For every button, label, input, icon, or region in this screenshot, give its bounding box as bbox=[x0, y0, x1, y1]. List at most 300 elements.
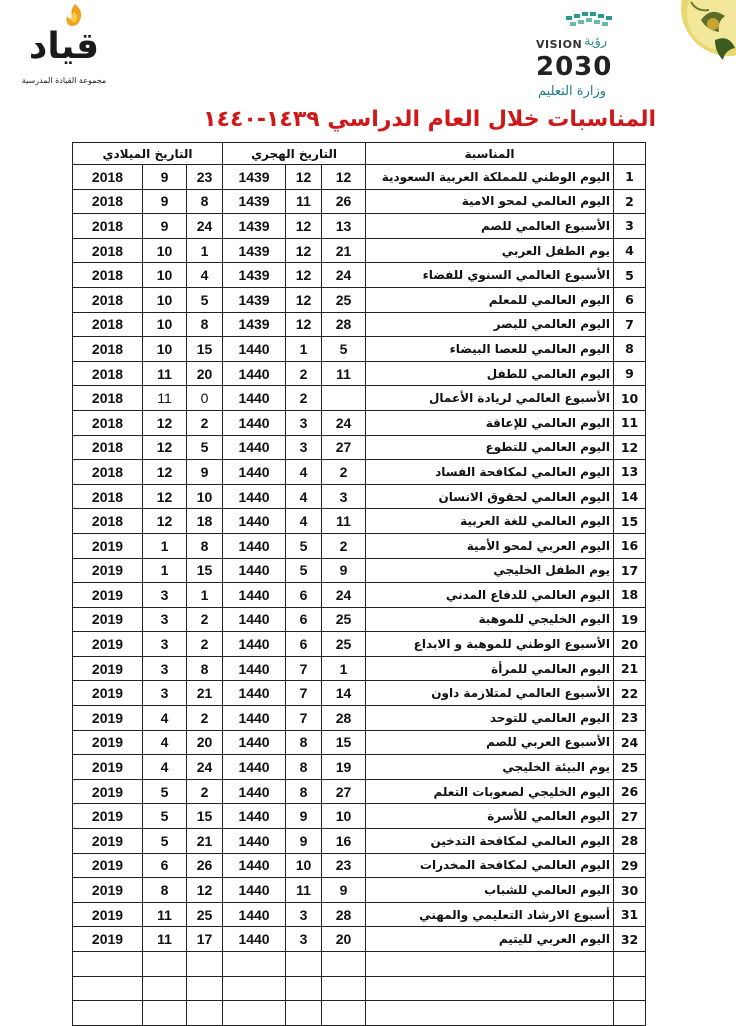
event-name-cell: الأسبوع العالمي لريادة الأعمال bbox=[366, 386, 614, 411]
row-number-cell: 17 bbox=[614, 558, 646, 583]
row-number-cell: 6 bbox=[614, 287, 646, 312]
hijri-day-cell: 2 bbox=[322, 460, 366, 485]
gregorian-year-cell: 2019 bbox=[73, 558, 143, 583]
header-hijri-date: التاريخ الهجري bbox=[223, 143, 366, 165]
table-row bbox=[73, 533, 646, 558]
hijri-day-cell: 27 bbox=[322, 779, 366, 804]
vision-2030-logo bbox=[528, 12, 638, 102]
table-row bbox=[73, 238, 646, 263]
hijri-year-cell: 1440 bbox=[223, 607, 286, 632]
hijri-year-cell: 1440 bbox=[223, 656, 286, 681]
hijri-month-cell: 11 bbox=[286, 189, 322, 214]
event-name-cell: اليوم العالمي للشباب bbox=[366, 878, 614, 903]
gregorian-month-cell: 12 bbox=[143, 460, 187, 485]
row-number-cell: 32 bbox=[614, 927, 646, 952]
row-number-cell: 15 bbox=[614, 509, 646, 534]
gregorian-year-cell: 2018 bbox=[73, 189, 143, 214]
table-row bbox=[73, 189, 646, 214]
table-row bbox=[73, 214, 646, 239]
table-row bbox=[73, 460, 646, 485]
hijri-day-cell: 9 bbox=[322, 558, 366, 583]
hijri-year-cell: 1439 bbox=[223, 238, 286, 263]
event-name-cell: أسبوع الارشاد التعليمي والمهني bbox=[366, 902, 614, 927]
hijri-month-cell: 9 bbox=[286, 804, 322, 829]
hijri-year-cell: 1440 bbox=[223, 484, 286, 509]
hijri-month-cell bbox=[286, 976, 322, 1001]
gregorian-year-cell: 2018 bbox=[73, 287, 143, 312]
hijri-month-cell: 12 bbox=[286, 238, 322, 263]
gregorian-month-cell: 11 bbox=[143, 386, 187, 411]
event-name-cell: اليوم العالمي للمعلم bbox=[366, 287, 614, 312]
event-name-cell: اليوم العالمي للإعاقة bbox=[366, 410, 614, 435]
hijri-year-cell: 1440 bbox=[223, 460, 286, 485]
event-name-cell: اليوم العالمي للدفاع المدني bbox=[366, 583, 614, 608]
gregorian-year-cell bbox=[73, 976, 143, 1001]
hijri-month-cell: 7 bbox=[286, 706, 322, 731]
vision-arabic-label: رؤية bbox=[584, 34, 608, 49]
hijri-day-cell: 21 bbox=[322, 238, 366, 263]
gregorian-month-cell: 8 bbox=[143, 878, 187, 903]
row-number-cell: 24 bbox=[614, 730, 646, 755]
gregorian-day-cell: 8 bbox=[187, 533, 223, 558]
hijri-day-cell: 27 bbox=[322, 435, 366, 460]
row-number-cell: 31 bbox=[614, 902, 646, 927]
gregorian-year-cell: 2019 bbox=[73, 779, 143, 804]
hijri-month-cell: 12 bbox=[286, 214, 322, 239]
hijri-year-cell: 1440 bbox=[223, 509, 286, 534]
qiyad-logo bbox=[8, 2, 120, 92]
event-name-cell: اليوم العالمي لمكافحة الفساد bbox=[366, 460, 614, 485]
event-name-cell: اليوم العالمي لحقوق الانسان bbox=[366, 484, 614, 509]
table-row bbox=[73, 706, 646, 731]
table-row bbox=[73, 558, 646, 583]
event-name-cell: يوم الطفل العربي bbox=[366, 238, 614, 263]
row-number-cell: 4 bbox=[614, 238, 646, 263]
event-name-cell: الأسبوع العالمي للصم bbox=[366, 214, 614, 239]
gregorian-year-cell: 2018 bbox=[73, 238, 143, 263]
gregorian-day-cell: 4 bbox=[187, 263, 223, 288]
gregorian-month-cell: 12 bbox=[143, 484, 187, 509]
gregorian-day-cell: 8 bbox=[187, 656, 223, 681]
gregorian-year-cell: 2019 bbox=[73, 583, 143, 608]
gregorian-month-cell: 3 bbox=[143, 656, 187, 681]
row-number-cell: 5 bbox=[614, 263, 646, 288]
hijri-month-cell: 3 bbox=[286, 902, 322, 927]
hijri-day-cell: 19 bbox=[322, 755, 366, 780]
table-row bbox=[73, 902, 646, 927]
row-number-cell: 13 bbox=[614, 460, 646, 485]
gregorian-day-cell: 24 bbox=[187, 214, 223, 239]
table-row bbox=[73, 287, 646, 312]
hijri-month-cell bbox=[286, 1001, 322, 1026]
gregorian-month-cell bbox=[143, 976, 187, 1001]
gregorian-month-cell: 5 bbox=[143, 804, 187, 829]
row-number-cell: 30 bbox=[614, 878, 646, 903]
hijri-year-cell: 1439 bbox=[223, 263, 286, 288]
header-gregorian-date: التاريخ الميلادي bbox=[73, 143, 223, 165]
hijri-year-cell: 1439 bbox=[223, 189, 286, 214]
gregorian-day-cell bbox=[187, 976, 223, 1001]
event-name-cell: اليوم العالمي لمحو الامية bbox=[366, 189, 614, 214]
event-name-cell: الأسبوع العالمي السنوي للفضاء bbox=[366, 263, 614, 288]
hijri-day-cell bbox=[322, 386, 366, 411]
hijri-day-cell: 3 bbox=[322, 484, 366, 509]
event-name-cell: اليوم الخليجي لصعوبات التعلم bbox=[366, 779, 614, 804]
gregorian-day-cell: 5 bbox=[187, 287, 223, 312]
row-number-cell: 23 bbox=[614, 706, 646, 731]
hijri-day-cell: 28 bbox=[322, 902, 366, 927]
row-number-cell: 21 bbox=[614, 656, 646, 681]
logo-subtitle: مجموعة القيادة المدرسية bbox=[21, 76, 107, 85]
event-name-cell: الأسبوع العربي للصم bbox=[366, 730, 614, 755]
row-number-cell: 27 bbox=[614, 804, 646, 829]
gregorian-month-cell bbox=[143, 1001, 187, 1026]
hijri-day-cell: 14 bbox=[322, 681, 366, 706]
hijri-month-cell: 12 bbox=[286, 165, 322, 190]
event-name-cell: الأسبوع الوطني للموهبة و الابداع bbox=[366, 632, 614, 657]
gregorian-month-cell: 4 bbox=[143, 706, 187, 731]
hijri-year-cell: 1440 bbox=[223, 583, 286, 608]
hijri-day-cell: 26 bbox=[322, 189, 366, 214]
hijri-month-cell: 7 bbox=[286, 656, 322, 681]
table-row bbox=[73, 361, 646, 386]
hijri-month-cell: 6 bbox=[286, 583, 322, 608]
gregorian-year-cell: 2019 bbox=[73, 804, 143, 829]
row-number-cell: 9 bbox=[614, 361, 646, 386]
gregorian-day-cell: 2 bbox=[187, 706, 223, 731]
hijri-day-cell: 10 bbox=[322, 804, 366, 829]
hijri-month-cell: 7 bbox=[286, 681, 322, 706]
hijri-day-cell: 12 bbox=[322, 165, 366, 190]
gregorian-day-cell: 2 bbox=[187, 779, 223, 804]
gregorian-month-cell bbox=[143, 952, 187, 977]
header-number bbox=[614, 143, 646, 165]
hijri-month-cell: 3 bbox=[286, 927, 322, 952]
row-number-cell: 16 bbox=[614, 533, 646, 558]
event-name-cell: اليوم العالمي لمكافحة المخدرات bbox=[366, 853, 614, 878]
event-name-cell: اليوم العالمي للتطوع bbox=[366, 435, 614, 460]
table-row bbox=[73, 410, 646, 435]
gregorian-year-cell: 2019 bbox=[73, 533, 143, 558]
gregorian-day-cell: 17 bbox=[187, 927, 223, 952]
gregorian-day-cell: 12 bbox=[187, 878, 223, 903]
hijri-year-cell: 1440 bbox=[223, 681, 286, 706]
hijri-year-cell: 1440 bbox=[223, 730, 286, 755]
gregorian-month-cell: 3 bbox=[143, 681, 187, 706]
gregorian-day-cell: 10 bbox=[187, 484, 223, 509]
hijri-day-cell: 25 bbox=[322, 287, 366, 312]
row-number-cell: 29 bbox=[614, 853, 646, 878]
table-row bbox=[73, 656, 646, 681]
gregorian-month-cell: 1 bbox=[143, 558, 187, 583]
hijri-year-cell: 1439 bbox=[223, 165, 286, 190]
gregorian-year-cell: 2018 bbox=[73, 312, 143, 337]
table-row bbox=[73, 853, 646, 878]
gregorian-day-cell bbox=[187, 952, 223, 977]
row-number-cell: 7 bbox=[614, 312, 646, 337]
table-row bbox=[73, 681, 646, 706]
hijri-year-cell: 1440 bbox=[223, 435, 286, 460]
hijri-day-cell: 11 bbox=[322, 509, 366, 534]
hijri-year-cell: 1440 bbox=[223, 361, 286, 386]
gregorian-month-cell: 6 bbox=[143, 853, 187, 878]
hijri-year-cell: 1440 bbox=[223, 927, 286, 952]
gregorian-year-cell: 2019 bbox=[73, 730, 143, 755]
table-row bbox=[73, 1001, 646, 1026]
hijri-day-cell: 11 bbox=[322, 361, 366, 386]
hijri-day-cell bbox=[322, 976, 366, 1001]
row-number-cell: 26 bbox=[614, 779, 646, 804]
hijri-day-cell: 28 bbox=[322, 312, 366, 337]
gregorian-month-cell: 9 bbox=[143, 165, 187, 190]
gregorian-day-cell: 8 bbox=[187, 312, 223, 337]
gregorian-month-cell: 5 bbox=[143, 779, 187, 804]
gregorian-year-cell: 2019 bbox=[73, 656, 143, 681]
hijri-day-cell: 9 bbox=[322, 878, 366, 903]
event-name-cell: اليوم العربي لليتيم bbox=[366, 927, 614, 952]
vision-label: VISION bbox=[536, 38, 583, 51]
hijri-year-cell: 1440 bbox=[223, 902, 286, 927]
table-row bbox=[73, 435, 646, 460]
table-row bbox=[73, 730, 646, 755]
table-row bbox=[73, 952, 646, 977]
gregorian-year-cell: 2018 bbox=[73, 460, 143, 485]
event-name-cell: الأسبوع العالمي لمتلازمة داون bbox=[366, 681, 614, 706]
row-number-cell: 20 bbox=[614, 632, 646, 657]
table-row bbox=[73, 755, 646, 780]
table-row bbox=[73, 484, 646, 509]
hijri-month-cell: 11 bbox=[286, 878, 322, 903]
hijri-day-cell: 5 bbox=[322, 337, 366, 362]
gregorian-month-cell: 12 bbox=[143, 410, 187, 435]
gregorian-year-cell: 2018 bbox=[73, 361, 143, 386]
hijri-year-cell: 1440 bbox=[223, 878, 286, 903]
page-title: المناسبات خلال العام الدراسي ١٤٣٩-١٤٤٠ bbox=[203, 107, 656, 132]
table-row bbox=[73, 165, 646, 190]
table-row bbox=[73, 337, 646, 362]
gregorian-year-cell: 2018 bbox=[73, 214, 143, 239]
hijri-month-cell: 10 bbox=[286, 853, 322, 878]
gregorian-day-cell: 1 bbox=[187, 238, 223, 263]
row-number-cell: 18 bbox=[614, 583, 646, 608]
hijri-year-cell bbox=[223, 952, 286, 977]
hijri-month-cell: 12 bbox=[286, 287, 322, 312]
gregorian-year-cell: 2019 bbox=[73, 755, 143, 780]
gregorian-day-cell: 23 bbox=[187, 165, 223, 190]
hijri-year-cell: 1440 bbox=[223, 533, 286, 558]
hijri-day-cell: 25 bbox=[322, 632, 366, 657]
hijri-day-cell: 20 bbox=[322, 927, 366, 952]
hijri-day-cell: 2 bbox=[322, 533, 366, 558]
gregorian-month-cell: 4 bbox=[143, 755, 187, 780]
gregorian-day-cell: 15 bbox=[187, 558, 223, 583]
hijri-year-cell: 1440 bbox=[223, 337, 286, 362]
hijri-year-cell: 1440 bbox=[223, 386, 286, 411]
gregorian-month-cell: 10 bbox=[143, 238, 187, 263]
hijri-day-cell: 24 bbox=[322, 410, 366, 435]
hijri-year-cell: 1440 bbox=[223, 853, 286, 878]
gregorian-month-cell: 11 bbox=[143, 902, 187, 927]
row-number-cell: 22 bbox=[614, 681, 646, 706]
hijri-month-cell: 3 bbox=[286, 410, 322, 435]
hijri-month-cell: 6 bbox=[286, 632, 322, 657]
gregorian-day-cell: 18 bbox=[187, 509, 223, 534]
hijri-month-cell: 5 bbox=[286, 533, 322, 558]
event-name-cell bbox=[366, 952, 614, 977]
header-event: المناسبة bbox=[366, 143, 614, 165]
gregorian-day-cell: 5 bbox=[187, 435, 223, 460]
gregorian-year-cell: 2019 bbox=[73, 927, 143, 952]
hijri-year-cell: 1440 bbox=[223, 410, 286, 435]
hijri-year-cell bbox=[223, 1001, 286, 1026]
hijri-year-cell: 1440 bbox=[223, 829, 286, 854]
gregorian-month-cell: 3 bbox=[143, 607, 187, 632]
hijri-year-cell: 1440 bbox=[223, 706, 286, 731]
hijri-year-cell: 1440 bbox=[223, 632, 286, 657]
event-name-cell: اليوم العالمي للتوحد bbox=[366, 706, 614, 731]
gregorian-month-cell: 9 bbox=[143, 189, 187, 214]
gregorian-month-cell: 10 bbox=[143, 263, 187, 288]
hijri-month-cell: 4 bbox=[286, 460, 322, 485]
hijri-month-cell: 1 bbox=[286, 337, 322, 362]
event-name-cell: اليوم العالمي للغة العربية bbox=[366, 509, 614, 534]
hijri-day-cell: 1 bbox=[322, 656, 366, 681]
row-number-cell: 11 bbox=[614, 410, 646, 435]
gregorian-year-cell: 2018 bbox=[73, 386, 143, 411]
row-number-cell: 2 bbox=[614, 189, 646, 214]
hijri-month-cell: 3 bbox=[286, 435, 322, 460]
hijri-day-cell: 24 bbox=[322, 263, 366, 288]
hijri-year-cell: 1439 bbox=[223, 214, 286, 239]
table-row bbox=[73, 263, 646, 288]
table-row bbox=[73, 804, 646, 829]
hijri-month-cell: 2 bbox=[286, 361, 322, 386]
event-name-cell: اليوم العالمي للطفل bbox=[366, 361, 614, 386]
gregorian-month-cell: 10 bbox=[143, 312, 187, 337]
gregorian-day-cell: 9 bbox=[187, 460, 223, 485]
gregorian-year-cell: 2018 bbox=[73, 435, 143, 460]
gregorian-day-cell: 21 bbox=[187, 681, 223, 706]
event-name-cell: اليوم العالمي لمكافحة التدخين bbox=[366, 829, 614, 854]
logo-brand-text: قياد bbox=[28, 26, 100, 67]
hijri-month-cell: 6 bbox=[286, 607, 322, 632]
hijri-month-cell: 12 bbox=[286, 263, 322, 288]
gregorian-day-cell: 20 bbox=[187, 361, 223, 386]
gregorian-year-cell: 2019 bbox=[73, 902, 143, 927]
gregorian-year-cell: 2018 bbox=[73, 263, 143, 288]
event-name-cell: اليوم العالمي للعصا البيضاء bbox=[366, 337, 614, 362]
gregorian-month-cell: 10 bbox=[143, 337, 187, 362]
gregorian-month-cell: 4 bbox=[143, 730, 187, 755]
event-name-cell bbox=[366, 1001, 614, 1026]
hijri-year-cell: 1440 bbox=[223, 804, 286, 829]
gregorian-year-cell: 2018 bbox=[73, 165, 143, 190]
gregorian-year-cell: 2018 bbox=[73, 410, 143, 435]
hijri-day-cell: 15 bbox=[322, 730, 366, 755]
gregorian-day-cell: 15 bbox=[187, 804, 223, 829]
row-number-cell bbox=[614, 1001, 646, 1026]
gregorian-month-cell: 10 bbox=[143, 287, 187, 312]
hijri-month-cell: 2 bbox=[286, 386, 322, 411]
table-row bbox=[73, 779, 646, 804]
events-table bbox=[72, 142, 646, 1026]
hijri-year-cell: 1440 bbox=[223, 779, 286, 804]
table-row bbox=[73, 976, 646, 1001]
hijri-year-cell: 1440 bbox=[223, 558, 286, 583]
row-number-cell: 10 bbox=[614, 386, 646, 411]
gregorian-month-cell: 11 bbox=[143, 927, 187, 952]
hijri-month-cell: 8 bbox=[286, 779, 322, 804]
event-name-cell: اليوم العربي لمحو الأمية bbox=[366, 533, 614, 558]
vision-year: 2030 bbox=[536, 52, 613, 82]
gregorian-month-cell: 11 bbox=[143, 361, 187, 386]
hijri-month-cell bbox=[286, 952, 322, 977]
table-row bbox=[73, 829, 646, 854]
row-number-cell: 19 bbox=[614, 607, 646, 632]
hijri-month-cell: 8 bbox=[286, 755, 322, 780]
event-name-cell: اليوم العالمي للمرأة bbox=[366, 656, 614, 681]
hijri-year-cell: 1439 bbox=[223, 287, 286, 312]
hijri-month-cell: 4 bbox=[286, 509, 322, 534]
row-number-cell bbox=[614, 952, 646, 977]
hijri-month-cell: 9 bbox=[286, 829, 322, 854]
gregorian-day-cell: 24 bbox=[187, 755, 223, 780]
hijri-day-cell: 24 bbox=[322, 583, 366, 608]
event-name-cell: اليوم الوطني للمملكة العربية السعودية bbox=[366, 165, 614, 190]
hijri-year-cell: 1439 bbox=[223, 312, 286, 337]
table-row bbox=[73, 583, 646, 608]
gregorian-month-cell: 3 bbox=[143, 632, 187, 657]
hijri-day-cell bbox=[322, 952, 366, 977]
gregorian-year-cell bbox=[73, 1001, 143, 1026]
row-number-cell: 28 bbox=[614, 829, 646, 854]
gregorian-month-cell: 12 bbox=[143, 509, 187, 534]
hijri-month-cell: 4 bbox=[286, 484, 322, 509]
hijri-day-cell: 28 bbox=[322, 706, 366, 731]
row-number-cell: 1 bbox=[614, 165, 646, 190]
ministry-name: وزارة التعليم bbox=[538, 84, 607, 99]
hijri-day-cell: 23 bbox=[322, 853, 366, 878]
gregorian-day-cell: 25 bbox=[187, 902, 223, 927]
gregorian-month-cell: 12 bbox=[143, 435, 187, 460]
row-number-cell: 25 bbox=[614, 755, 646, 780]
event-name-cell bbox=[366, 976, 614, 1001]
floral-ornament-decoration bbox=[641, 0, 736, 100]
row-number-cell: 12 bbox=[614, 435, 646, 460]
gregorian-day-cell: 2 bbox=[187, 632, 223, 657]
gregorian-day-cell: 21 bbox=[187, 829, 223, 854]
table-row bbox=[73, 509, 646, 534]
gregorian-day-cell: 1 bbox=[187, 583, 223, 608]
hijri-day-cell: 16 bbox=[322, 829, 366, 854]
gregorian-month-cell: 1 bbox=[143, 533, 187, 558]
gregorian-day-cell: 2 bbox=[187, 607, 223, 632]
gregorian-day-cell: 0 bbox=[187, 386, 223, 411]
table-row bbox=[73, 386, 646, 411]
event-name-cell: يوم البيئة الخليجي bbox=[366, 755, 614, 780]
gregorian-year-cell: 2018 bbox=[73, 509, 143, 534]
row-number-cell: 3 bbox=[614, 214, 646, 239]
hijri-month-cell: 5 bbox=[286, 558, 322, 583]
gregorian-month-cell: 3 bbox=[143, 583, 187, 608]
gregorian-day-cell bbox=[187, 1001, 223, 1026]
gregorian-year-cell: 2019 bbox=[73, 681, 143, 706]
hijri-day-cell: 25 bbox=[322, 607, 366, 632]
event-name-cell: اليوم العالمي للبصر bbox=[366, 312, 614, 337]
gregorian-year-cell: 2019 bbox=[73, 829, 143, 854]
hijri-year-cell: 1440 bbox=[223, 755, 286, 780]
gregorian-month-cell: 9 bbox=[143, 214, 187, 239]
